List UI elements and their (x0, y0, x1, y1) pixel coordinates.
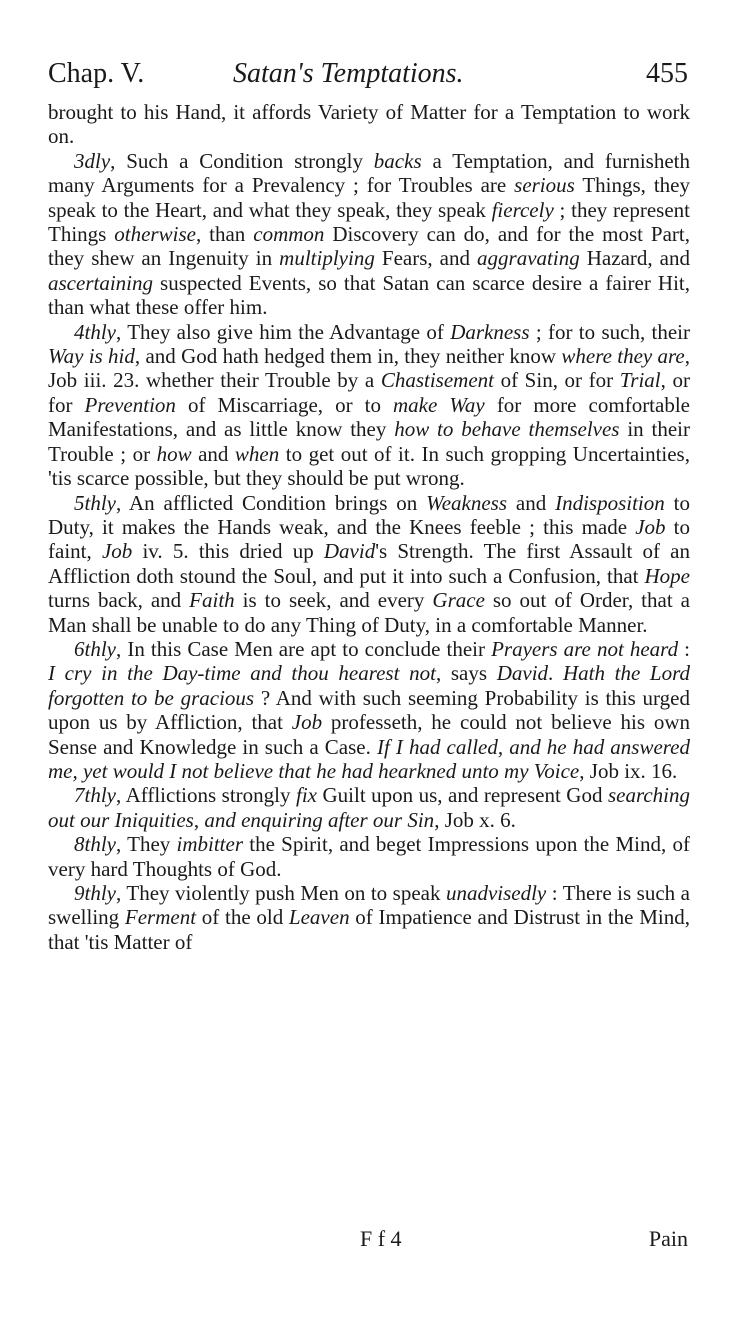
italic-run: Job (635, 514, 666, 539)
italic-run: otherwise (114, 222, 196, 247)
text-run: a Temptation, and furnisheth many Arguments for a Prevalency ; for Troubles are (48, 148, 690, 198)
text-run: Fears, and (374, 246, 478, 271)
text-run: iv. 5. this dried up (132, 539, 324, 564)
italic-run: aggravating (477, 246, 580, 271)
text-run: , Job x. 6. (434, 807, 516, 832)
text-run: Discovery can do, and for the most Part, they shew an Ingenuity in (48, 222, 690, 271)
italic-run: how to behave themselves (394, 417, 620, 442)
italic-run: and enquiring after our Sin (204, 807, 435, 832)
paragraph (48, 320, 690, 491)
text-run: ? And with such seeming Probability is this urged upon us by Affliction, that (48, 685, 690, 735)
text-run: Things, they speak to the Heart, and what they speak, they speak (48, 173, 690, 222)
text-run: of Sin, or for (493, 368, 620, 393)
italic-run: 9thly (74, 881, 116, 905)
italic-run: unadvisedly (445, 881, 547, 905)
italic-run: imbitter (176, 832, 244, 857)
text-run: , says (435, 661, 497, 686)
paragraph (48, 491, 690, 637)
italic-run: 5thly (74, 490, 116, 515)
paragraph (48, 637, 690, 783)
text-run: , than (195, 222, 254, 247)
page-number: 455 (646, 58, 688, 89)
text-run: suspected Events, so that Satan can scarce desire a fairer Hit, than what these offer him. (48, 270, 690, 320)
italic-run: how (156, 441, 192, 466)
italic-run: Prayers are not heard (491, 636, 679, 661)
text-run: Hazard, and (579, 246, 690, 271)
italic-run: David (496, 661, 549, 686)
italic-run: Faith (189, 588, 235, 613)
text-run: is to seek, and every (234, 588, 433, 613)
italic-run: Job (101, 539, 133, 564)
text-run: : There is such a swelling (48, 881, 690, 930)
text-run: . (548, 661, 563, 686)
running-header (48, 58, 688, 98)
italic-run: backs (373, 148, 422, 173)
italic-run: Prevention (84, 392, 176, 417)
text-run: of Impatience and Distrust in the Mind, that 'tis Matter of (48, 905, 690, 954)
italic-run: Darkness (450, 319, 530, 344)
text-run: , (193, 807, 205, 832)
text-run: ; for to such, their (529, 319, 690, 344)
text-run: and (507, 490, 556, 515)
text-run: , They (116, 832, 177, 857)
text-run: in their Trouble ; or (48, 417, 690, 466)
text-run: , Afflictions strongly (116, 783, 296, 808)
italic-run: Weakness (426, 490, 507, 515)
italic-run: when (234, 441, 280, 466)
italic-run: 4thly (74, 319, 116, 344)
text-run: to faint, (48, 514, 690, 564)
italic-run: Grace (432, 588, 485, 613)
text-run: , In this Case Men are apt to conclude their (116, 636, 492, 661)
italic-run: Indisposition (555, 490, 665, 515)
italic-run: Chastisement (380, 368, 494, 393)
text-run: : (678, 636, 690, 661)
italic-run: searching out our Iniquities (48, 783, 690, 832)
italic-run: fiercely (491, 197, 554, 222)
paragraph (48, 149, 690, 320)
text-run: to get out of it. In such gropping Uncertainties, 'tis scarce possible, but they should be put wrong. (48, 441, 690, 491)
catchword: Pain (648, 1226, 688, 1251)
paragraph (48, 100, 690, 149)
italic-run: fix (296, 783, 317, 808)
page-footer (48, 1226, 688, 1256)
text-run: for more comfortable Manifestations, and as little know they (48, 392, 690, 442)
paragraph (48, 881, 690, 954)
text-run: Guilt upon us, and represent God (317, 783, 608, 808)
italic-run: David (323, 539, 376, 564)
italic-run: Trial (619, 368, 661, 393)
paragraph (48, 832, 690, 881)
italic-run: Ferment (124, 905, 197, 930)
italic-run: Job (291, 710, 323, 735)
text-run: , Such a Condition strongly (110, 148, 374, 173)
italic-run: 3dly (74, 148, 111, 173)
text-run: of Miscarriage, or to (175, 392, 394, 417)
italic-run: Hope (644, 563, 690, 588)
italic-run: serious (514, 173, 575, 198)
italic-run: I cry in the Day-time and thou hearest not (48, 661, 436, 686)
text-run: , or for (48, 368, 690, 417)
italic-run: 8thly (74, 832, 116, 857)
text-run: brought to his Hand, it affords Variety of Matter for a Temptation to work on. (48, 100, 690, 149)
text-run: , Job iii. 23. whether their Trouble by a (48, 344, 691, 393)
italic-run: 6thly (74, 636, 116, 661)
text-run: professeth, he could not believe his own Sense and Knowledge in such a Case. (48, 710, 691, 759)
text-run: turns back, and (48, 588, 190, 613)
text-run: , and God hath hedged them in, they neither know (134, 344, 562, 369)
text-run: , Job ix. 16. (579, 758, 678, 783)
signature-mark: F f 4 (360, 1226, 402, 1251)
italic-run: make Way (393, 392, 485, 417)
italic-run: Hath the Lord forgotten to be gracious (48, 661, 691, 710)
text-run: so out of Order, that a Man shall be unable to do any Thing of Duty, in a comfortable Manner. (48, 588, 690, 637)
italic-run: If I had called, and he had answered me, yet would I not believe that he had hearkned unto my Voice (48, 734, 691, 783)
italic-run: multiplying (279, 246, 375, 271)
italic-run: ascertaining (48, 270, 153, 295)
italic-run: Leaven (288, 905, 350, 930)
body-text (48, 100, 690, 954)
text-run: , They violently push Men on to speak (116, 881, 446, 905)
text-run: to Duty, it makes the Hands weak, and the Knees feeble ; this made (48, 490, 690, 539)
text-run: the Spirit, and beget Impressions upon the Mind, of very hard Thoughts of God. (48, 832, 690, 881)
text-run: 's Strength. The first Assault of an Affliction doth stound the Soul, and put it into such a Confusion, that (48, 539, 690, 588)
text-run: and (191, 441, 235, 466)
italic-run: 7thly (74, 783, 116, 808)
paragraph (48, 783, 690, 832)
text-run: , They also give him the Advantage of (116, 319, 451, 344)
text-run: ; they represent Things (48, 197, 690, 247)
text-run: , An afflicted Condition brings on (116, 490, 427, 515)
running-title: Satan's Temptations. (233, 58, 464, 89)
chapter-label: Chap. V. (48, 58, 145, 89)
italic-run: where they are (561, 344, 685, 369)
italic-run: Way is hid (48, 344, 135, 369)
text-run: of the old (196, 905, 289, 930)
italic-run: common (253, 222, 325, 247)
